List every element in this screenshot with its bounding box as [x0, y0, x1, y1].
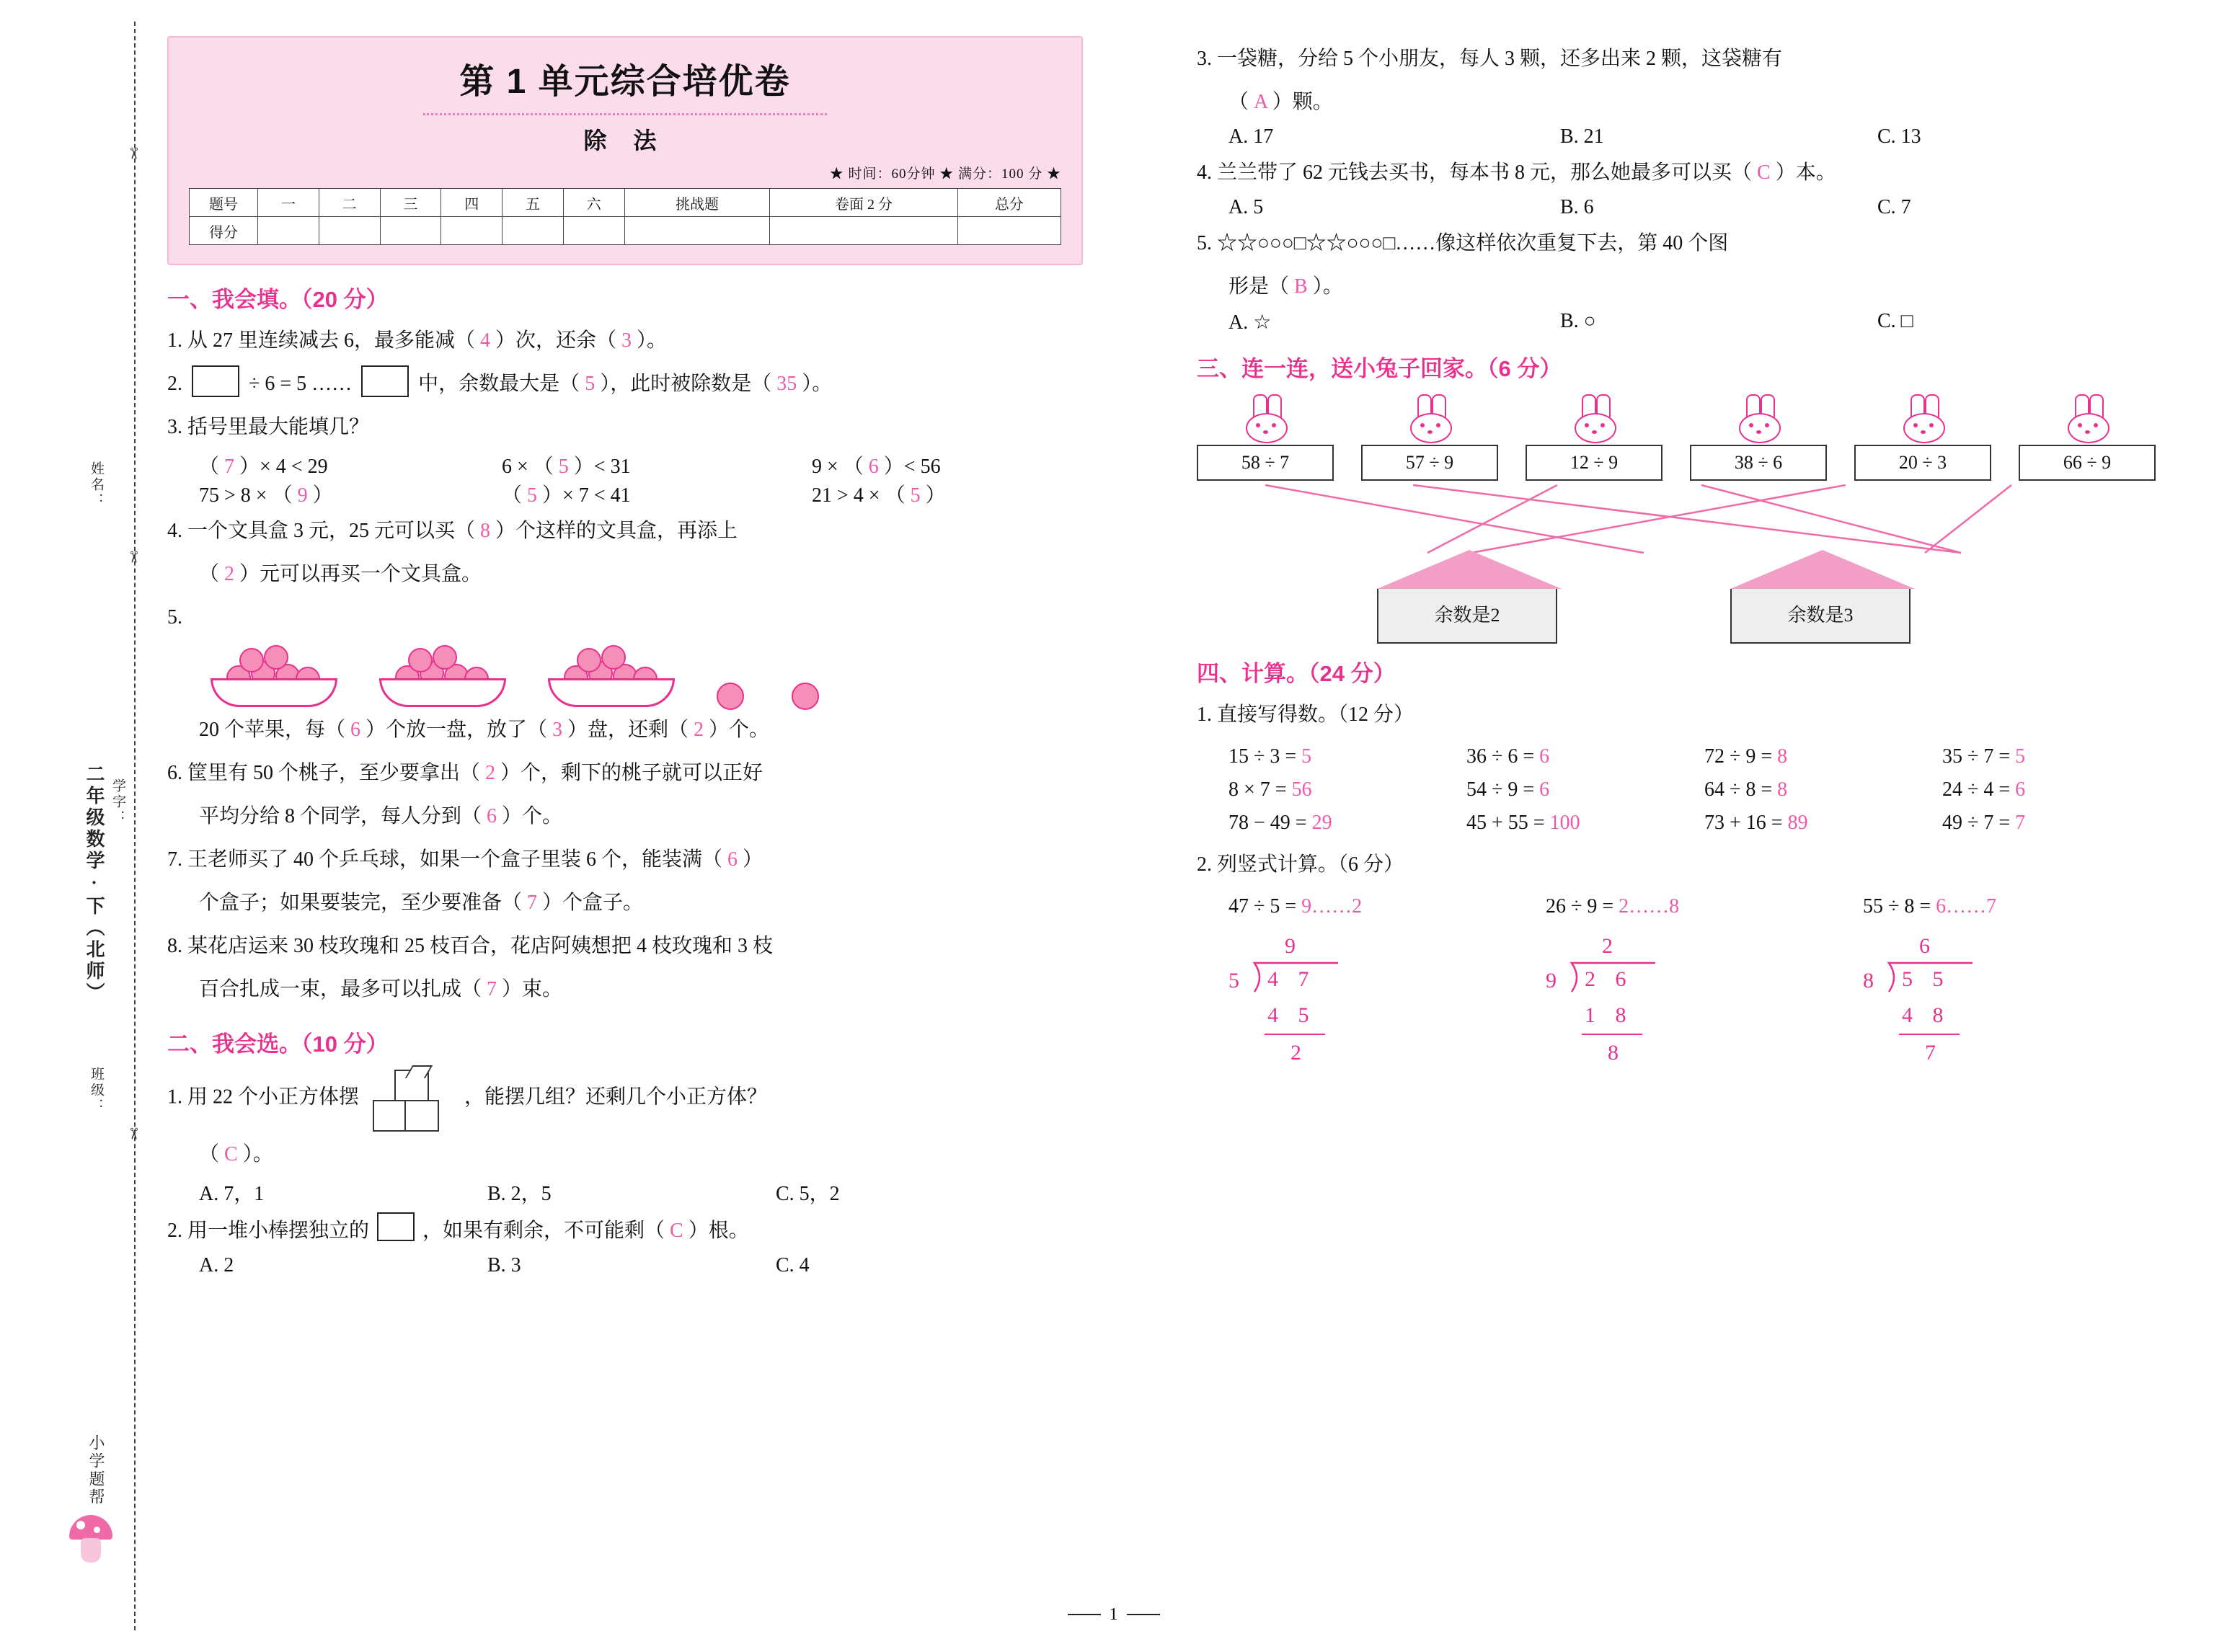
long-division-2: [1546, 928, 1690, 1094]
q7-answer-1: 6: [727, 848, 738, 871]
rabbit-row: [1197, 394, 2156, 481]
ld1-quotient: 9: [1285, 934, 1296, 958]
right-column: [1197, 36, 2156, 1094]
c2-text-c: ）根。: [688, 1220, 749, 1242]
score-cell[interactable]: [258, 217, 319, 245]
q2-text-d: ），此时被除数是（: [600, 373, 772, 395]
vert-q: 26 ÷ 9 =: [1546, 895, 1614, 918]
c1-option-b[interactable]: B. 2，5: [487, 1183, 552, 1205]
c2-text-a: 2. 用一堆小棒摆独立的: [167, 1220, 370, 1242]
c2-answer: C: [670, 1220, 683, 1242]
oral-a: 89: [1787, 812, 1808, 834]
q3d-answer: 9: [297, 484, 308, 507]
c2-option-b[interactable]: B. 3: [487, 1254, 521, 1276]
rail-subject-label: 二年级数学·下（北师）: [84, 764, 105, 1004]
rail-name-label: 姓名：: [89, 461, 104, 509]
ld2-divisor: 9: [1546, 969, 1557, 992]
oral-q: 54 ÷ 9 =: [1466, 778, 1535, 801]
c3-text-b: （: [1228, 91, 1249, 113]
ld1-subtrahend: 4 5: [1267, 1003, 1316, 1027]
score-row-label: 题号: [190, 189, 258, 217]
long-division-1: [1228, 928, 1373, 1094]
c1-option-a[interactable]: A. 7，1: [199, 1183, 265, 1205]
c4-answer: C: [1757, 161, 1771, 184]
c1-option-c[interactable]: C. 5，2: [776, 1183, 840, 1205]
score-cell[interactable]: [770, 217, 957, 245]
score-cell[interactable]: [441, 217, 502, 245]
oral-row-2: [1197, 778, 2156, 801]
oral-q: 78 − 49 =: [1228, 812, 1307, 834]
table-row: [190, 217, 1061, 245]
q4-text-c: （: [199, 563, 220, 585]
oral-q: 73 + 16 =: [1704, 812, 1783, 834]
ld1-remainder: 2: [1290, 1041, 1301, 1065]
q3c-answer: 6: [868, 456, 879, 478]
q3d-pre: 75 > 8 × （: [199, 484, 293, 507]
page-title: 第 1 单元综合培优卷: [459, 63, 791, 101]
score-col-head: 二: [319, 189, 380, 217]
q4-answer-1: 8: [480, 520, 491, 542]
rail-brand: 小学题帮: [87, 1434, 105, 1506]
q3c-post: ）< 56: [883, 456, 941, 478]
rabbit-icon: [1733, 394, 1784, 440]
q5-answer-2: 3: [552, 719, 563, 741]
match-lines: [1197, 481, 2156, 639]
oral-q: 49 ÷ 7 =: [1942, 812, 2011, 834]
page-number: [0, 1605, 2227, 1625]
fill-q5-label: 5.: [167, 606, 182, 629]
q4-text-d: ）元可以再买一个文具盒。: [239, 563, 482, 585]
score-col-head: 三: [380, 189, 441, 217]
q6-text-b: ）个，剩下的桃子就可以正好: [500, 762, 763, 784]
oral-q: 64 ÷ 8 =: [1704, 778, 1773, 801]
score-col-head: 一: [258, 189, 319, 217]
q5-answer-3: 2: [694, 719, 704, 741]
fill-q3-title: 3. 括号里最大能填几？: [167, 416, 370, 438]
q3a-answer: 7: [224, 456, 235, 478]
fill-q7-line2: [167, 883, 1126, 923]
q6-text-c: 平均分给 8 个同学，每人分到（: [199, 805, 482, 827]
long-division-group: [1197, 928, 2156, 1094]
q2-answer-1: 5: [585, 373, 596, 395]
oral-q: 15 ÷ 3 =: [1228, 745, 1297, 768]
c5-option-a[interactable]: A. ☆: [1228, 311, 1272, 334]
q5-text-b: ）个放一盘，放了（: [366, 719, 548, 741]
rabbit-icon: [1898, 394, 1948, 440]
oral-q: 35 ÷ 7 =: [1942, 745, 2011, 768]
match-expression[interactable]: 57 ÷ 9: [1361, 445, 1498, 481]
c5-option-c[interactable]: C. □: [1877, 310, 1913, 332]
c2-option-c[interactable]: C. 4: [776, 1254, 810, 1276]
choice-q3: 3. 一袋糖，分给 5 个小朋友，每人 3 颗，还多出来 2 颗，这袋糖有: [1197, 48, 1783, 70]
cubes-icon: [368, 1065, 455, 1132]
c5-option-b[interactable]: B. ○: [1560, 310, 1596, 332]
score-cell[interactable]: [502, 217, 564, 245]
rabbit-icon: [1404, 394, 1455, 440]
score-col-head: 卷面 2 分: [770, 189, 957, 217]
fill-q3-row1: [167, 450, 1126, 479]
score-col-head: 总分: [957, 189, 1061, 217]
c4-option-b[interactable]: B. 6: [1560, 196, 1594, 218]
match-expression[interactable]: 58 ÷ 7: [1197, 445, 1334, 481]
oral-q: 72 ÷ 9 =: [1704, 745, 1773, 768]
q2-text-c: 中，余数最大是（: [418, 373, 580, 395]
fill-q6-line2: [167, 796, 1126, 837]
c1-text-b: ，能摆几组？还剩几个小正方体？: [464, 1085, 768, 1109]
match-expression[interactable]: 66 ÷ 9: [2019, 445, 2156, 481]
q3d-post: ）: [312, 484, 333, 507]
exam-header: [167, 36, 1083, 265]
fill-q7: [167, 840, 1126, 880]
match-expression[interactable]: 12 ÷ 9: [1526, 445, 1662, 481]
oral-row-1: [1197, 745, 2156, 768]
q1-answer-2: 3: [621, 329, 632, 352]
section-heading-calc: 四、计算。（24 分）: [1197, 661, 1396, 686]
q7-text-b: ）: [743, 848, 763, 871]
left-column: [167, 36, 1126, 1282]
rabbit-icon: [2062, 394, 2112, 440]
fill-q6: [167, 753, 1126, 794]
q5-text-d: ）个。: [709, 719, 770, 741]
c3-option-b[interactable]: B. 21: [1560, 125, 1604, 148]
c2-text-b: ，如果有剩余，不可能剩（: [422, 1220, 665, 1242]
page-number-value: 1: [1109, 1605, 1118, 1624]
q7-text-a: 7. 王老师买了 40 个乒乓球，如果一个盒子里装 6 个，能装满（: [167, 848, 723, 871]
q3e-pre: （: [502, 484, 523, 507]
match-item[interactable]: [1854, 394, 1991, 481]
house-remainder-2[interactable]: [1377, 550, 1557, 644]
score-row-label: 得分: [190, 217, 258, 245]
apple-plate: [379, 645, 502, 707]
oral-a: 6: [2015, 778, 2026, 801]
q4-answer-2: 2: [224, 563, 235, 585]
vertical-title: 2. 列竖式计算。（6 分）: [1197, 853, 1404, 876]
ld3-dividend: 5 5: [1902, 967, 1951, 991]
cut-line: [134, 22, 136, 1630]
q8-text-b: 百合扎成一束，最多可以扎成（: [199, 978, 482, 1000]
section-heading-match: 三、连一连，送小兔子回家。（6 分）: [1197, 356, 1562, 381]
match-item[interactable]: [2019, 394, 2156, 481]
oral-a: 6: [1539, 745, 1550, 768]
q3e-answer: 5: [527, 484, 538, 507]
oral-a: 29: [1311, 812, 1332, 834]
c5-answer: B: [1294, 275, 1308, 298]
match-item[interactable]: [1690, 394, 1827, 481]
oral-a: 5: [2015, 745, 2026, 768]
table-row: [190, 189, 1061, 217]
q8-answer-1: 7: [487, 978, 497, 1000]
exam-meta: ★ 时间：60分钟 ★ 满分：100 分 ★: [829, 166, 1061, 182]
oral-a: 100: [1549, 812, 1580, 834]
score-cell[interactable]: [319, 217, 380, 245]
q3b-pre: 6 × （: [502, 456, 554, 478]
q6-answer-2: 6: [487, 805, 497, 827]
blank-box[interactable]: [192, 365, 239, 397]
q3e-post: ）× 7 < 41: [542, 484, 631, 507]
title-divider: [423, 113, 827, 115]
oral-q: 36 ÷ 6 =: [1466, 745, 1535, 768]
choice-q3-answer-line: [1197, 82, 2156, 123]
oral-a: 5: [1301, 745, 1312, 768]
match-expression[interactable]: 38 ÷ 6: [1690, 445, 1827, 481]
c3-answer: A: [1254, 91, 1267, 113]
page-subtitle: 除 法: [583, 128, 667, 154]
choice-q2: [167, 1211, 1126, 1251]
scissors-icon: ✂: [125, 550, 143, 564]
score-col-head: 挑战题: [624, 189, 770, 217]
apple-plate: [548, 645, 670, 707]
vert-a: 9……2: [1301, 895, 1363, 918]
rabbit-icon: [1569, 394, 1619, 440]
ld1-divisor: 5: [1228, 969, 1239, 992]
ld3-quotient: 6: [1919, 934, 1930, 958]
choice-q1-answer-line: [167, 1134, 1126, 1175]
q2-text-e: ）。: [802, 373, 833, 395]
choice-q3-options: [1197, 125, 2156, 148]
ld3-remainder: 7: [1925, 1041, 1936, 1065]
rail-grade-label: 学字：: [110, 778, 125, 826]
score-col-head: 五: [502, 189, 564, 217]
rail-class-label: 班级：: [89, 1067, 104, 1114]
c3-text-c: ）颗。: [1272, 91, 1333, 113]
score-cell[interactable]: [624, 217, 770, 245]
score-cell[interactable]: [957, 217, 1061, 245]
q1-text-c: ）。: [637, 329, 668, 352]
house-label: 余数是3: [1730, 589, 1911, 644]
choice-q4: [1197, 153, 2156, 193]
match-lines-area: [1197, 481, 2156, 639]
choice-q5: 5. ☆☆○○○□☆☆○○○□……像这样依次重复下去，第 40 个图: [1197, 232, 1729, 254]
vert-q: 47 ÷ 5 =: [1228, 895, 1297, 918]
oral-a: 56: [1291, 778, 1312, 801]
match-expression[interactable]: 20 ÷ 3: [1854, 445, 1991, 481]
c4-option-c[interactable]: C. 7: [1877, 196, 1911, 218]
q3f-answer: 5: [910, 484, 921, 507]
oral-q: 45 + 55 =: [1466, 812, 1545, 834]
choice-q2-options: [167, 1254, 1126, 1277]
section-heading-fill: 一、我会填。（20 分）: [167, 287, 389, 312]
oral-title: 1. 直接写得数。（12 分）: [1197, 703, 1414, 726]
q6-answer-1: 2: [485, 762, 496, 784]
section-heading-choice: 二、我会选。（10 分）: [167, 1031, 389, 1057]
q8-text-c: ）束。: [502, 978, 563, 1000]
left-margin-rail: [0, 0, 144, 1652]
fill-q3-row2: [167, 479, 1126, 508]
vert-a: 2……8: [1619, 895, 1680, 918]
long-division-3: [1863, 928, 2007, 1094]
house-remainder-3[interactable]: [1730, 550, 1911, 644]
ld2-dividend: 2 6: [1585, 967, 1634, 991]
fill-q5-text: [167, 710, 1126, 750]
vert-q: 55 ÷ 8 =: [1863, 895, 1931, 918]
roof-shape: [1730, 550, 1915, 589]
choice-q1-options: [167, 1178, 1126, 1207]
fill-q8: 8. 某花店运来 30 枝玫瑰和 25 枝百合，花店阿姨想把 4 枝玫瑰和 3 枝: [167, 935, 774, 957]
c5-text-b: 形是（: [1228, 275, 1290, 298]
c1-answer: C: [224, 1143, 238, 1165]
oral-row-3: [1197, 812, 2156, 835]
c1-text-d: ）。: [242, 1143, 273, 1165]
q3c-pre: 9 × （: [812, 456, 864, 478]
oral-a: 8: [1777, 745, 1788, 768]
ld2-remainder: 8: [1608, 1041, 1619, 1065]
apples-illustration: [167, 645, 1126, 707]
q1-text-a: 1. 从 27 里连续减去 6，最多能减（: [167, 329, 476, 352]
q5-text-a: 20 个苹果，每（: [199, 719, 346, 741]
choice-q5-options: [1197, 310, 2156, 334]
q3b-answer: 5: [558, 456, 569, 478]
scissors-icon: ✂: [125, 146, 143, 161]
c2-option-a[interactable]: A. 2: [199, 1254, 234, 1276]
q4-text-a: 4. 一个文具盒 3 元，25 元可以买（: [167, 520, 476, 542]
vert-a: 6……7: [1936, 895, 1997, 918]
blank-box[interactable]: [361, 365, 409, 397]
fill-q4: [167, 511, 1126, 551]
ld3-subtrahend: 4 8: [1902, 1003, 1951, 1027]
q4-text-b: ）个这样的文具盒，再添上: [495, 520, 738, 542]
score-table: [189, 188, 1061, 245]
c5-text-c: ）。: [1312, 275, 1343, 298]
q6-text-d: ）个。: [502, 805, 563, 827]
choice-q1: [167, 1065, 1126, 1132]
c1-text-a: 1. 用 22 个小正方体摆: [167, 1085, 360, 1109]
c3-option-c[interactable]: C. 13: [1877, 125, 1921, 148]
match-item[interactable]: [1526, 394, 1662, 481]
loose-apple: [792, 677, 820, 707]
c4-text-a: 4. 兰兰带了 62 元钱去买书，每本书 8 元，那么她最多可以买（: [1197, 161, 1753, 184]
q1-answer-1: 4: [480, 329, 491, 352]
q3a-post: ）× 4 < 29: [239, 456, 328, 478]
vertical-expressions: [1197, 895, 2156, 918]
match-item[interactable]: [1361, 394, 1498, 481]
q5-text-c: ）盘，还剩（: [567, 719, 689, 741]
q2-text-b: ÷ 6 = 5 ……: [249, 373, 353, 395]
fill-q8-line2: [167, 969, 1126, 1010]
q2-answer-2: 35: [776, 373, 797, 395]
q7-text-c: 个盒子；如果要装完，至少要准备（: [199, 892, 523, 914]
roof-shape: [1377, 550, 1562, 589]
square-shape-icon: [377, 1212, 415, 1241]
ld2-quotient: 2: [1602, 934, 1613, 958]
score-cell[interactable]: [380, 217, 441, 245]
c3-option-a[interactable]: A. 17: [1228, 125, 1274, 148]
score-col-head: 四: [441, 189, 502, 217]
score-col-head: 六: [563, 189, 624, 217]
oral-a: 8: [1777, 778, 1788, 801]
oral-q: 8 × 7 =: [1228, 778, 1287, 801]
oral-a: 6: [1539, 778, 1550, 801]
q2-text-a: 2.: [167, 373, 182, 395]
loose-apple: [717, 677, 745, 707]
choice-q4-options: [1197, 196, 2156, 219]
q5-answer-1: 6: [350, 719, 361, 741]
mushroom-icon: [69, 1515, 112, 1566]
apple-plate: [211, 645, 333, 707]
q3f-post: ）: [925, 484, 946, 507]
ld1-dividend: 4 7: [1267, 967, 1316, 991]
q6-text-a: 6. 筐里有 50 个桃子，至少要拿出（: [167, 762, 481, 784]
q1-text-b: ）次，还余（: [495, 329, 617, 352]
oral-q: 24 ÷ 4 =: [1942, 778, 2011, 801]
rabbit-icon: [1240, 394, 1290, 440]
q7-text-d: ）个盒子。: [542, 892, 644, 914]
q3b-post: ）< 31: [573, 456, 631, 478]
fill-q4-line2: [167, 554, 1126, 595]
c1-text-c: （: [199, 1143, 220, 1165]
q3f-pre: 21 > 4 × （: [812, 484, 906, 507]
match-item[interactable]: [1197, 394, 1334, 481]
ld2-subtrahend: 1 8: [1585, 1003, 1634, 1027]
q7-answer-2: 7: [527, 892, 538, 914]
c4-option-a[interactable]: A. 5: [1228, 196, 1264, 218]
q3a-pre: （: [199, 456, 220, 478]
fill-q1: [167, 321, 1126, 361]
house-label: 余数是2: [1377, 589, 1557, 644]
fill-q2: [167, 364, 1126, 404]
ld3-divisor: 8: [1863, 969, 1874, 992]
oral-a: 7: [2015, 812, 2026, 834]
choice-q5-answer-line: [1197, 267, 2156, 307]
score-cell[interactable]: [563, 217, 624, 245]
c4-text-b: ）本。: [1775, 161, 1836, 184]
scissors-icon: ✂: [125, 1127, 143, 1141]
